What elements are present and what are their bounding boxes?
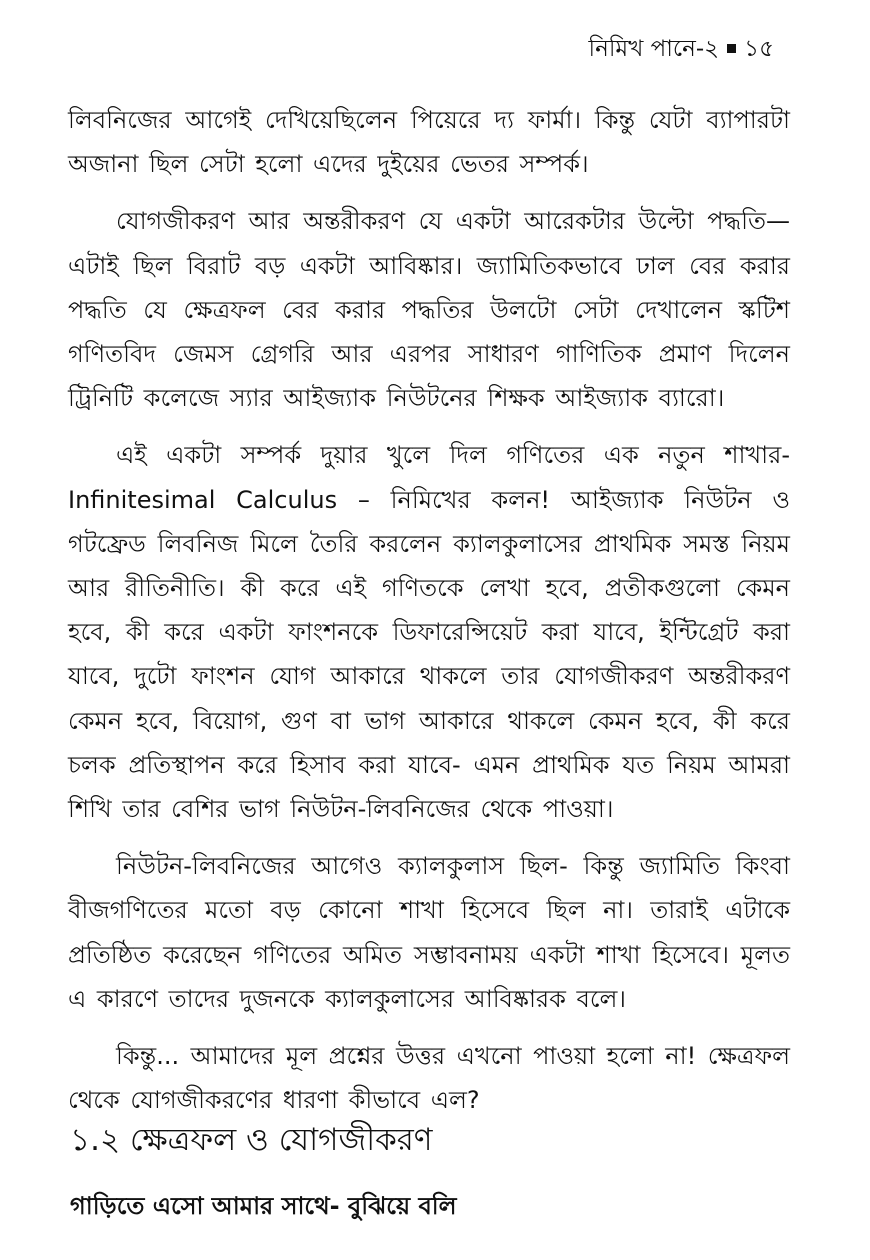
body-text (68, 98, 790, 1135)
paragraph-3: এই একটা সম্পর্ক দুয়ার খুলে দিল গণিতের এক নতুন শাখার- Infinitesimal Calculus – নিমিখের কলন! আইজ্যাক নিউটন ও গটফ্রেড লিবনিজ মিলে তৈরি করলেন ক্যালকুলাসের প্রাথমিক সমস্ত নিয়ম আর রীতিনীতি। কী করে এই গণিতকে লেখা হবে, প্রতীকগুলো কেমন হবে, কী করে একটা ফাংশনকে ডিফারেন্সিয়েট করা যাবে, ইন্টিগ্রেট করা যাবে, দুটো ফাংশন যোগ আকারে থাকলে তার যোগজীকরণ অন্তরীকরণ কেমন হবে, বিয়োগ, গুণ বা ভাগ আকারে থাকলে কেমন হবে, কী করে চলক প্রতিস্থাপন করে হিসাব করা যাবে- এমন প্রাথমিক যত নিয়ম আমরা শিখি তার বেশির ভাগ নিউটন-লিবনিজের থেকে পাওয়া। (68, 441, 790, 824)
paragraph-4: নিউটন-লিবনিজের আগেও ক্যালকুলাস ছিল- কিন্তু জ্যামিতি কিংবা বীজগণিতের মতো বড় কোনো শাখা হিসেবে ছিল না। তারাই এটাকে প্রতিষ্ঠিত করেছেন গণিতের অমিত সম্ভাবনাময় একটা শাখা হিসেবে। মূলত এ কারণে তাদের দুজনকে ক্যালকুলাসের আবিষ্কারক বলে। (68, 852, 790, 1013)
section-heading: ১.২ ক্ষেত্রফল ও যোগজীকরণ (70, 1122, 433, 1158)
page-number: ১৫ (744, 36, 774, 62)
running-head-title: নিমিখ পানে-২ (588, 36, 720, 62)
running-head (589, 32, 774, 66)
paragraph-5: কিন্তু... আমাদের মূল প্রশ্নের উত্তর এখনো পাওয়া হলো না! ক্ষেত্রফল থেকে যোগজীকরণের ধারণা কীভাবে এল? (68, 1042, 790, 1115)
sub-heading: গাড়িতে এসো আমার সাথে- বুঝিয়ে বলি (70, 1192, 457, 1220)
separator-square-icon (727, 44, 736, 53)
paragraph-1: লিবনিজের আগেই দেখিয়েছিলেন পিয়েরে দ্য ফার্মা। কিন্তু যেটা ব্যাপারটা অজানা ছিল সেটা হলো এদের দুইয়ের ভেতর সম্পর্ক। (68, 106, 790, 179)
paragraph-2: যোগজীকরণ আর অন্তরীকরণ যে একটা আরেকটার উল্টো পদ্ধতি— এটাই ছিল বিরাট বড় একটা আবিষ্কার। জ্যামিতিকভাবে ঢাল বের করার পদ্ধতি যে ক্ষেত্রফল বের করার পদ্ধতির উলটো সেটা দেখালেন স্কটিশ গণিতবিদ জেমস গ্রেগরি আর এরপর সাধারণ গাণিতিক প্রমাণ দিলেন ট্রিনিটি কলেজে স্যার আইজ্যাক নিউটনের শিক্ষক আইজ্যাক ব্যারো। (68, 207, 790, 413)
